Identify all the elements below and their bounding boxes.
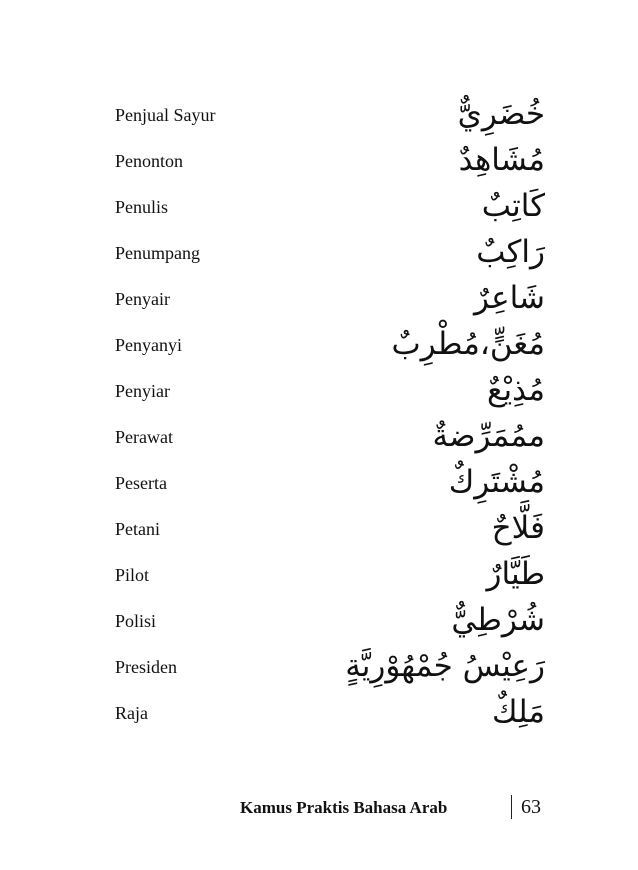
- vocabulary-entry: [115, 184, 545, 230]
- page-footer: [240, 795, 560, 821]
- arabic-word: ممُمَرِّضةٌ: [432, 418, 545, 454]
- vocabulary-list: [115, 92, 545, 736]
- arabic-word: مُغَنٍّ،مُطْرِبٌ: [391, 326, 545, 362]
- vocabulary-entry: [115, 506, 545, 552]
- arabic-word: رَعِيْسُ جُمْهُوْرِيَّةٍ: [345, 648, 545, 684]
- vocabulary-entry: [115, 368, 545, 414]
- arabic-word: خُضَرِيٌّ: [457, 96, 545, 132]
- indonesian-word: Penyanyi: [115, 335, 182, 355]
- arabic-word: شَاعِرٌ: [473, 280, 545, 316]
- page-number: 63: [521, 796, 541, 818]
- arabic-word: طَيَّارٌ: [486, 556, 545, 592]
- arabic-word: مَلِكٌ: [492, 694, 545, 730]
- indonesian-word: Penjual Sayur: [115, 105, 216, 125]
- arabic-word: مُذِيْعٌ: [486, 372, 545, 408]
- arabic-word: كَاتِبٌ: [481, 188, 545, 224]
- vocabulary-entry: [115, 92, 545, 138]
- indonesian-word: Pilot: [115, 565, 150, 585]
- indonesian-word: Petani: [115, 519, 160, 539]
- indonesian-word: Penumpang: [115, 243, 200, 263]
- arabic-word: شُرْطِيٌّ: [451, 602, 545, 638]
- vocabulary-entry: [115, 138, 545, 184]
- indonesian-word: Polisi: [115, 611, 157, 631]
- book-title: Kamus Praktis Bahasa Arab: [240, 798, 448, 817]
- vocabulary-entry: [115, 644, 545, 690]
- indonesian-word: Raja: [115, 703, 148, 723]
- indonesian-word: Penonton: [115, 151, 184, 171]
- arabic-word: رَاكِبٌ: [476, 234, 545, 270]
- arabic-word: مُشَاهِدٌ: [458, 142, 545, 178]
- vocabulary-entry: [115, 414, 545, 460]
- indonesian-word: Penyiar: [115, 381, 170, 401]
- vocabulary-entry: [115, 690, 545, 736]
- indonesian-word: Perawat: [115, 427, 173, 447]
- indonesian-word: Presiden: [115, 657, 177, 677]
- indonesian-word: Penyair: [115, 289, 170, 309]
- vocabulary-entry: [115, 598, 545, 644]
- indonesian-word: Peserta: [115, 473, 167, 493]
- indonesian-word: Penulis: [115, 197, 169, 217]
- vocabulary-entry: [115, 276, 545, 322]
- vocabulary-entry: [115, 460, 545, 506]
- arabic-word: مُشْتَرِكٌ: [448, 464, 545, 500]
- footer-divider: [511, 795, 512, 819]
- arabic-word: فَلَّاحٌ: [491, 510, 545, 546]
- vocabulary-entry: [115, 552, 545, 598]
- vocabulary-entry: [115, 322, 545, 368]
- vocabulary-entry: [115, 230, 545, 276]
